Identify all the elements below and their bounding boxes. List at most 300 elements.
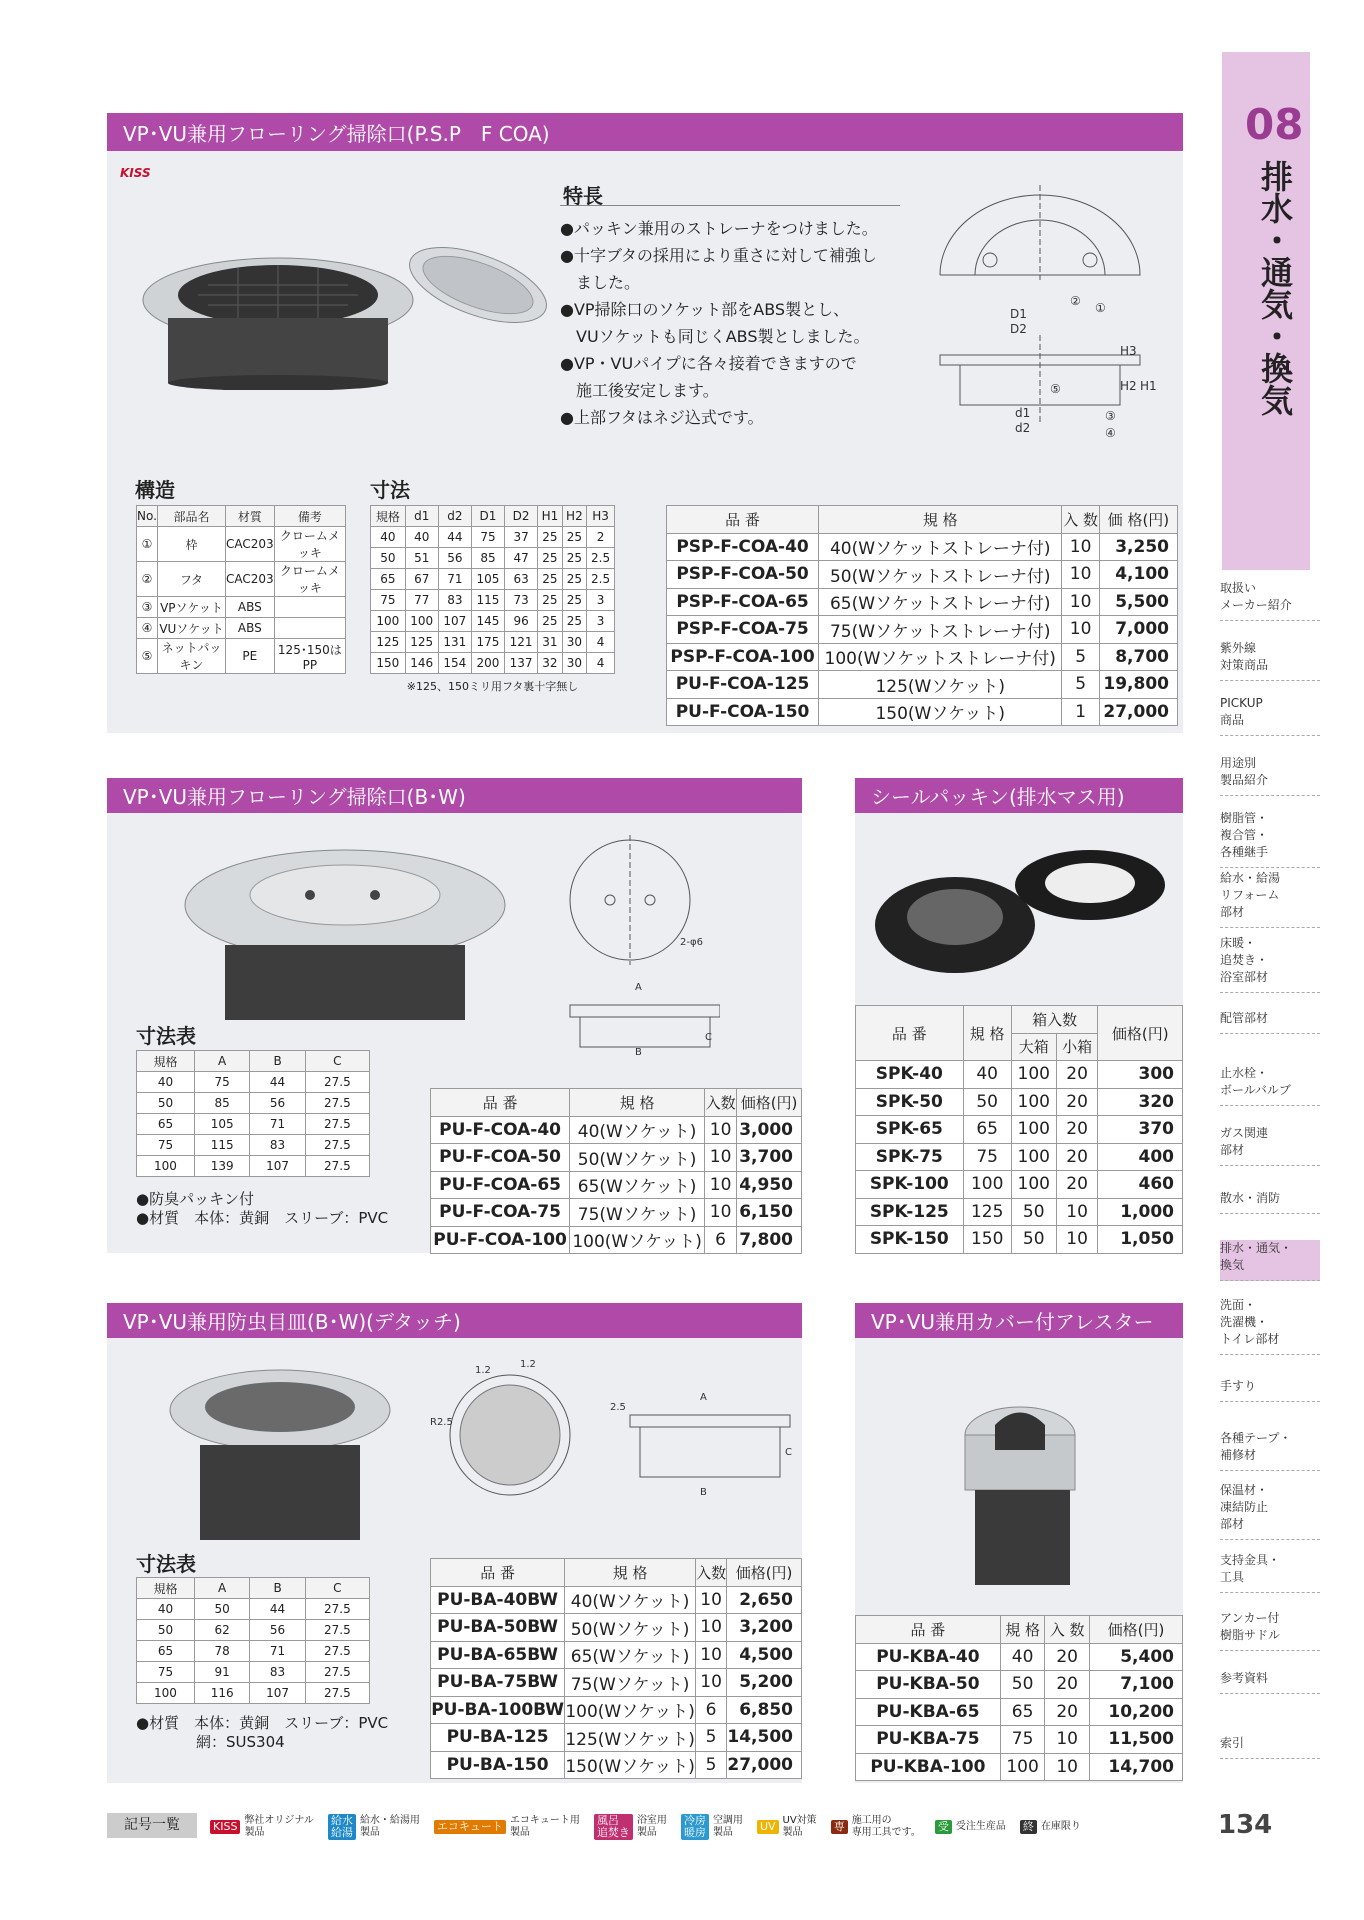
diag2-label-a: A (635, 982, 642, 993)
table-cell: 91 (194, 1662, 249, 1683)
table-cell: 2.5 (587, 548, 615, 569)
table-cell: 5,400 (1089, 1643, 1182, 1671)
sidebar-item[interactable]: ガス関連 部材 (1220, 1125, 1320, 1166)
table-row (431, 1171, 802, 1199)
table-row (856, 1116, 1183, 1144)
diag2-label-c: C (705, 1032, 712, 1043)
table-cell: 25 (562, 527, 586, 548)
table-cell: SPK-40 (856, 1061, 964, 1089)
sidebar-item[interactable]: 散水・消防 (1220, 1190, 1320, 1214)
dims-table-2 (136, 1050, 370, 1177)
table-header: 品 番 (856, 1006, 964, 1061)
table-cell: PU-BA-75BW (431, 1669, 565, 1697)
table-row (371, 569, 615, 590)
table-cell: 5 (696, 1751, 727, 1779)
table-row (667, 588, 1178, 616)
table-cell: PU-KBA-40 (856, 1643, 1001, 1671)
table-cell: 8,700 (1099, 643, 1177, 671)
table-cell: 100 (405, 611, 438, 632)
table-row (431, 1116, 802, 1144)
table-header: 価 格(円) (1099, 506, 1177, 534)
table-cell: CAC203 (226, 562, 275, 597)
table-row (137, 562, 346, 597)
table-cell: PE (226, 639, 275, 674)
table-cell: 78 (194, 1641, 249, 1662)
table-cell: 71 (438, 569, 471, 590)
table-header: 規格 (371, 506, 406, 527)
table-cell: 63 (505, 569, 538, 590)
floor-cleanout-bw-image (180, 845, 510, 1025)
table-header: 入数 (696, 1559, 727, 1587)
table-cell: 300 (1098, 1061, 1183, 1089)
diag-label-5: ⑤ (1050, 382, 1061, 396)
table-cell: ⑤ (137, 639, 158, 674)
table-cell: 3,000 (737, 1116, 802, 1144)
table-header: 価格(円) (1098, 1006, 1183, 1061)
table-row (667, 671, 1178, 699)
section1-diagram (920, 185, 1160, 445)
table-cell: 65 (137, 1114, 195, 1135)
table-cell: 100 (1011, 1143, 1056, 1171)
table-cell: 37 (505, 527, 538, 548)
table-cell: 20 (1056, 1171, 1098, 1199)
table-cell: 75(Wソケット) (570, 1199, 705, 1227)
table-row (431, 1199, 802, 1227)
section3-title: シールパッキン(排水マス用) (855, 778, 1183, 813)
table-cell: ④ (137, 618, 158, 639)
table-row (667, 561, 1178, 589)
table-cell: PU-F-COA-75 (431, 1199, 570, 1227)
table-cell: ② (137, 562, 158, 597)
diag-label-3: ③ (1105, 409, 1116, 423)
table-cell: 150 (371, 653, 406, 674)
table-cell: 25 (562, 569, 586, 590)
feature-line: ●上部フタはネジ込式です。 (560, 408, 764, 427)
legend-icon: 専 (831, 1820, 848, 1834)
table-cell: 65(Wソケットストレーナ付) (819, 588, 1062, 616)
table-cell: 2 (587, 527, 615, 548)
legend-icon: 風呂 追焚き (594, 1814, 633, 1840)
table-header: 規 格 (963, 1006, 1011, 1061)
table-cell: 75 (371, 590, 406, 611)
table-row (856, 1088, 1183, 1116)
table-cell: 25 (562, 611, 586, 632)
table-cell: PU-F-COA-150 (667, 698, 819, 726)
dims-title: 寸法 (370, 478, 410, 502)
legend-label: 弊社オリジナル 製品 (244, 1815, 314, 1838)
feature-line: VUソケットも同じくABS製としました。 (560, 327, 870, 346)
table-cell: PU-F-COA-65 (431, 1171, 570, 1199)
tab-title: 排水・通気・換気 (1256, 160, 1294, 416)
table-cell: 3,700 (737, 1144, 802, 1172)
legend-item (434, 1815, 580, 1839)
table-cell: 4,100 (1099, 561, 1177, 589)
table-cell: 75 (1000, 1726, 1045, 1754)
table-cell: 14,500 (727, 1724, 802, 1752)
table-header: D2 (505, 506, 538, 527)
page-number: 134 (1218, 1810, 1273, 1840)
table-cell: 3 (587, 590, 615, 611)
sidebar-item[interactable]: 配管部材 (1220, 1010, 1320, 1034)
table-cell: 105 (194, 1114, 249, 1135)
table-cell: 20 (1056, 1116, 1098, 1144)
table-cell: 50(Wソケット) (570, 1144, 705, 1172)
table-row (137, 1620, 370, 1641)
table-header: 大箱 (1011, 1033, 1056, 1061)
table-row (856, 1698, 1183, 1726)
sidebar-item[interactable]: PICKUP 商品 (1220, 695, 1320, 736)
table-cell: 5,500 (1099, 588, 1177, 616)
table-cell: 75 (137, 1135, 195, 1156)
table-row (371, 611, 615, 632)
diag2-label-b: B (635, 1047, 642, 1055)
sidebar-item[interactable]: 参考資料 (1220, 1670, 1320, 1694)
table-cell: 100(Wソケットストレーナ付) (819, 643, 1062, 671)
table-cell: 5 (1062, 643, 1099, 671)
table-cell: PU-BA-150 (431, 1751, 565, 1779)
table-cell: 2.5 (587, 569, 615, 590)
table-cell: 121 (505, 632, 538, 653)
table-cell: 10 (1062, 561, 1099, 589)
table-row (431, 1751, 802, 1779)
price-table-5 (855, 1615, 1183, 1781)
table-cell: 19,800 (1099, 671, 1177, 699)
structure-title: 構造 (135, 478, 175, 502)
table-cell: 27.5 (305, 1072, 369, 1093)
table-cell: 100 (1011, 1088, 1056, 1116)
table-cell: PSP-F-COA-65 (667, 588, 819, 616)
table-cell: 44 (250, 1072, 305, 1093)
seal-packing-image (865, 845, 1175, 985)
diag-label-h1: H1 (1140, 379, 1157, 393)
table-row (667, 698, 1178, 726)
table-cell: 85 (471, 548, 504, 569)
table-cell (274, 618, 345, 639)
table-cell: 100(Wソケット) (570, 1226, 705, 1254)
diag4-label-2: 1.2 (520, 1359, 536, 1370)
table-row (431, 1144, 802, 1172)
table-cell: 27.5 (305, 1641, 369, 1662)
sidebar-item[interactable]: 給水・給湯 リフォーム 部材 (1220, 870, 1320, 928)
table-cell: 62 (194, 1620, 249, 1641)
table-cell: 10,200 (1089, 1698, 1182, 1726)
table-row (856, 1198, 1183, 1226)
table-cell: 27.5 (305, 1620, 369, 1641)
table-cell: 27,000 (727, 1751, 802, 1779)
table-row (856, 1671, 1183, 1699)
table-header: 規 格 (1000, 1616, 1045, 1644)
table-cell: 400 (1098, 1143, 1183, 1171)
table-cell: PU-KBA-50 (856, 1671, 1001, 1699)
table-cell: 96 (505, 611, 538, 632)
sidebar-item[interactable]: アンカー付 樹脂サドル (1220, 1610, 1320, 1651)
table-row (137, 1641, 370, 1662)
table-cell: 65 (1000, 1698, 1045, 1726)
table-cell: 10 (1062, 616, 1099, 644)
table-cell: 50 (371, 548, 406, 569)
table-cell: 115 (471, 590, 504, 611)
table-row (667, 533, 1178, 561)
table-cell: 75 (963, 1143, 1011, 1171)
legend-label: 空調用 製品 (712, 1815, 743, 1838)
table-cell: SPK-50 (856, 1088, 964, 1116)
diag-label-h3: H3 (1120, 344, 1137, 358)
table-cell: 75(Wソケットストレーナ付) (819, 616, 1062, 644)
section2-notes (136, 1190, 388, 1228)
features-title: 特長 (563, 184, 603, 208)
table-cell: 131 (438, 632, 471, 653)
table-cell: 32 (538, 653, 562, 674)
table-cell: 83 (438, 590, 471, 611)
table-cell: 100 (1011, 1116, 1056, 1144)
sidebar-item[interactable]: 洗面・ 洗濯機・ トイレ部材 (1220, 1297, 1320, 1355)
table-cell: 10 (696, 1586, 727, 1614)
table-cell: 27.5 (305, 1156, 369, 1177)
sidebar-item[interactable]: 取扱い メーカー紹介 (1220, 580, 1320, 621)
dims-title-2: 寸法表 (136, 1024, 196, 1048)
table-cell: 40(Wソケット) (565, 1586, 696, 1614)
table-cell: 40 (1000, 1643, 1045, 1671)
table-cell: 7,100 (1089, 1671, 1182, 1699)
table-cell: 50 (963, 1088, 1011, 1116)
section4-title: VP･VU兼用防虫目皿(B･W)(デタッチ) (107, 1303, 802, 1338)
table-row (856, 1171, 1183, 1199)
table-row (137, 1599, 370, 1620)
table-row (137, 1114, 370, 1135)
table-cell: クロームメッキ (274, 562, 345, 597)
tab-number: 08 (1245, 100, 1304, 149)
legend-item (210, 1815, 314, 1839)
table-cell: 3,200 (727, 1614, 802, 1642)
legend-item (935, 1820, 1006, 1834)
sidebar-item[interactable]: 樹脂管・ 複合管・ 各種継手 (1220, 810, 1320, 868)
legend-label: 施工用の 専用工具です。 (851, 1815, 921, 1838)
table-cell: 6 (705, 1226, 737, 1254)
section1-title: VP･VU兼用フローリング掃除口(P.S.P F COA) (107, 113, 1183, 151)
table-header: A (194, 1578, 249, 1599)
diag4-label-25: 2.5 (610, 1402, 626, 1413)
table-cell: 150(Wソケット) (819, 698, 1062, 726)
sidebar-item[interactable]: 手すり (1220, 1378, 1320, 1402)
table-cell: PSP-F-COA-40 (667, 533, 819, 561)
table-header: 入 数 (1062, 506, 1099, 534)
table-cell: 71 (250, 1641, 305, 1662)
diag-label-d1: D1 (1010, 307, 1027, 321)
table-cell: 6 (696, 1696, 727, 1724)
table-cell: SPK-100 (856, 1171, 964, 1199)
table-header: H1 (538, 506, 562, 527)
table-cell: 30 (562, 653, 586, 674)
table-cell: 50 (137, 1093, 195, 1114)
table-cell: 27.5 (305, 1599, 369, 1620)
table-row (667, 616, 1178, 644)
legend-item (681, 1814, 743, 1840)
table-row (856, 1143, 1183, 1171)
table-cell: PU-KBA-65 (856, 1698, 1001, 1726)
table-cell: 125(Wソケット) (565, 1724, 696, 1752)
table-row (371, 548, 615, 569)
table-cell: 25 (562, 548, 586, 569)
table-cell: ABS (226, 597, 275, 618)
table-cell: 27.5 (305, 1093, 369, 1114)
table-row (856, 1753, 1183, 1781)
table-row (137, 1662, 370, 1683)
diag4-label-b: B (700, 1487, 707, 1498)
sidebar-item[interactable]: 床暖・ 追焚き・ 浴室部材 (1220, 935, 1320, 993)
table-cell: 137 (505, 653, 538, 674)
section4-notes (136, 1714, 388, 1752)
table-row (137, 618, 346, 639)
section5-title: VP･VU兼用カバー付アレスター (855, 1303, 1183, 1338)
price-table-2 (430, 1088, 802, 1254)
table-cell: 7,000 (1099, 616, 1177, 644)
legend-title: 記号一覧 (107, 1813, 197, 1838)
diag-label-2: ② (1070, 294, 1081, 308)
table-cell: 71 (250, 1114, 305, 1135)
table-cell: 75 (194, 1072, 249, 1093)
table-header: C (305, 1578, 369, 1599)
table-cell: 4 (587, 653, 615, 674)
feature-line: ●パッキン兼用のストレーナをつけました。 (560, 219, 878, 238)
table-cell: 50 (137, 1620, 195, 1641)
table-header: 品 番 (431, 1089, 570, 1117)
sidebar-item[interactable]: 索引 (1220, 1735, 1320, 1759)
table-cell: 460 (1098, 1171, 1183, 1199)
table-cell: 100 (1000, 1753, 1045, 1781)
features-list (560, 215, 878, 431)
table-cell: 50(Wソケット) (565, 1614, 696, 1642)
table-cell: SPK-125 (856, 1198, 964, 1226)
table-cell: 20 (1045, 1698, 1090, 1726)
table-row (137, 1135, 370, 1156)
feature-line: ●十字ブタの採用により重さに対して補強し (560, 246, 877, 265)
legend-item (328, 1814, 420, 1840)
table-header: 入 数 (1045, 1616, 1090, 1644)
table-header: No. (137, 506, 158, 527)
dims-note: ※125、150ミリ用フタ裏十字無し (406, 680, 579, 693)
section2-diagram (550, 835, 720, 1055)
table-cell: 27.5 (305, 1135, 369, 1156)
table-cell: 40 (405, 527, 438, 548)
sidebar-item[interactable]: 用途別 製品紹介 (1220, 755, 1320, 796)
table-cell: 85 (194, 1093, 249, 1114)
diag-label-d2b: d2 (1015, 421, 1031, 435)
table-cell: 65 (137, 1641, 195, 1662)
table-cell: 56 (250, 1093, 305, 1114)
table-cell: SPK-150 (856, 1226, 964, 1254)
table-cell: 3,250 (1099, 533, 1177, 561)
diag4-label-a: A (700, 1392, 707, 1403)
table-cell: 25 (538, 569, 562, 590)
legend-label: 在庫限り (1040, 1821, 1081, 1832)
table-row (667, 643, 1178, 671)
table-cell: PSP-F-COA-50 (667, 561, 819, 589)
diag-label-d2: D2 (1010, 322, 1027, 336)
table-row (431, 1696, 802, 1724)
table-header: 品 番 (856, 1616, 1001, 1644)
diag4-label-1: 1.2 (475, 1365, 491, 1376)
feature-line: ました。 (560, 273, 641, 292)
note-line: ●防臭パッキン付 (136, 1190, 254, 1208)
table-cell: 67 (405, 569, 438, 590)
sidebar-item[interactable]: 排水・通気・ 換気 (1220, 1240, 1320, 1281)
table-cell: 10 (1045, 1726, 1090, 1754)
table-row (137, 1072, 370, 1093)
table-row (856, 1061, 1183, 1089)
table-cell: ネットパッキン (157, 639, 225, 674)
table-header: d1 (405, 506, 438, 527)
table-row (137, 597, 346, 618)
table-cell: 10 (696, 1669, 727, 1697)
table-cell: PU-F-COA-100 (431, 1226, 570, 1254)
table-cell: 30 (562, 632, 586, 653)
table-cell: 73 (505, 590, 538, 611)
table-cell: 27.5 (305, 1683, 369, 1704)
table-cell: 40 (963, 1061, 1011, 1089)
table-header: d2 (438, 506, 471, 527)
diag2-label-hole: 2-φ6 (680, 937, 703, 948)
price-table-1 (666, 505, 1178, 726)
table-header: H3 (587, 506, 615, 527)
table-cell: 25 (538, 548, 562, 569)
table-cell: 20 (1056, 1061, 1098, 1089)
table-row (431, 1724, 802, 1752)
table-cell: 100 (1011, 1171, 1056, 1199)
table-header: 規 格 (565, 1559, 696, 1587)
table-cell: PU-BA-100BW (431, 1696, 565, 1724)
air-arrester-image (950, 1395, 1100, 1595)
table-cell: 200 (471, 653, 504, 674)
sidebar-item[interactable]: 支持金具・ 工具 (1220, 1552, 1320, 1593)
table-cell: 83 (250, 1662, 305, 1683)
table-cell: 65(Wソケット) (570, 1171, 705, 1199)
legend-icon: 給水 給湯 (328, 1814, 356, 1840)
table-cell: 40 (371, 527, 406, 548)
legend-icon: UV (757, 1820, 779, 1834)
legend-icon: KISS (210, 1820, 240, 1834)
diag4-label-r: R2.5 (430, 1417, 453, 1428)
table-header: 価格(円) (737, 1089, 802, 1117)
price-table-3 (855, 1005, 1183, 1254)
table-cell: 65(Wソケット) (565, 1641, 696, 1669)
table-cell: 175 (471, 632, 504, 653)
table-cell: 6,150 (737, 1199, 802, 1227)
table-header: 規格 (137, 1051, 195, 1072)
dims-table-1 (370, 505, 615, 674)
table-cell: VUソケット (157, 618, 225, 639)
diag-label-4: ④ (1105, 426, 1116, 440)
diag-label-d1b: d1 (1015, 406, 1031, 420)
sidebar-item[interactable]: 各種テープ・ 補修材 (1220, 1430, 1320, 1471)
table-cell: 25 (538, 611, 562, 632)
legend-item (1020, 1820, 1081, 1834)
note-line: ●材質 本体：黄銅 スリーブ：PVC (136, 1209, 389, 1227)
sidebar-item[interactable]: 保温材・ 凍結防止 部材 (1220, 1482, 1320, 1540)
table-cell: 150(Wソケット) (565, 1751, 696, 1779)
table-cell: 51 (405, 548, 438, 569)
table-cell: 125 (963, 1198, 1011, 1226)
legend-item (831, 1815, 921, 1839)
table-cell: 50 (194, 1599, 249, 1620)
table-cell: ABS (226, 618, 275, 639)
feature-line: 施工後安定します。 (560, 381, 719, 400)
sidebar-item[interactable]: 止水栓・ ボールバルブ (1220, 1065, 1320, 1106)
sidebar-item[interactable]: 紫外線 対策商品 (1220, 640, 1320, 681)
table-row (137, 1156, 370, 1177)
floor-cleanout-image (128, 240, 548, 390)
features-divider (560, 205, 900, 206)
table-cell: 27.5 (305, 1662, 369, 1683)
